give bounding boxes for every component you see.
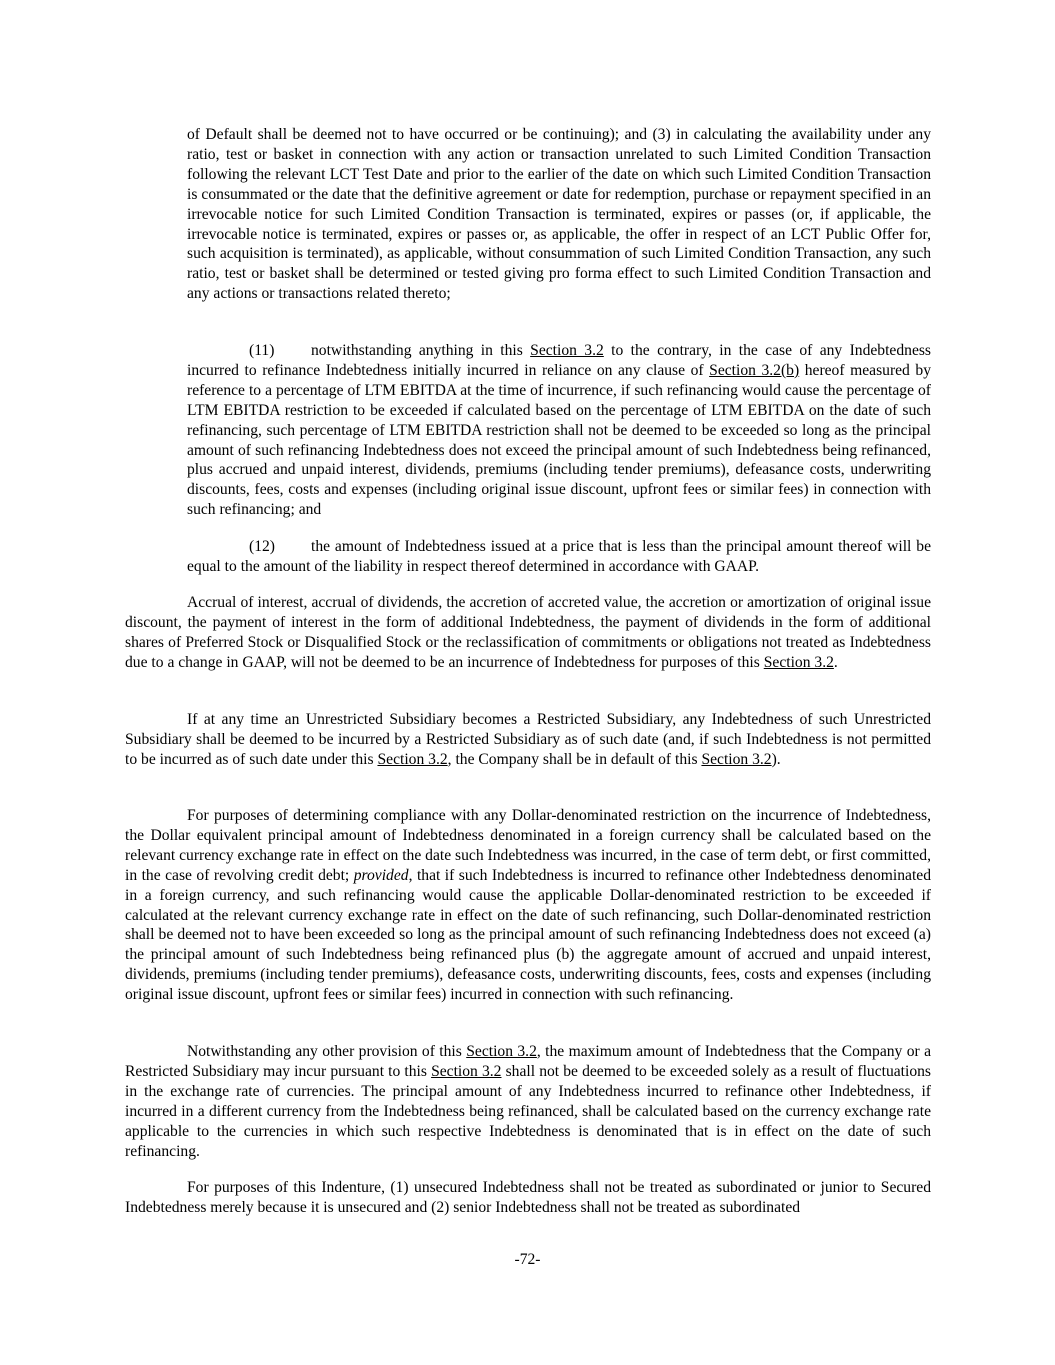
paragraph-accrual <box>125 593 931 673</box>
section-reference: Section 3.2 <box>377 750 448 768</box>
paragraph-text: For purposes of determining compliance with any Dollar-denominated restriction on the incurrence of Indebtedness, the Dollar equivalent principal amount of Indebtedness denominated in a foreign currency shall be calculated based on the relevant currency exchange rate in effect on the date such Indebtedness was incurred, in the case of term debt, or first committed, in the case of revolving credit debt; <box>125 807 931 884</box>
paragraph-text: If at any time an Unrestricted Subsidiary becomes a Restricted Subsidiary, any Indebtedness of such Unrestricted Subsidiary shall be deemed to be incurred by a Restricted Subsidiary as of such date (and, if such Indebtedness is not permitted to be incurred as of such date under this <box>125 711 931 768</box>
paragraph-dollar-denominated <box>125 806 931 1005</box>
paragraph-text: Accrual of interest, accrual of dividends, the accretion of accreted value, the accretion or amortization of original issue discount, the payment of interest in the form of additional Indebtedness, the payment of dividends in the form of additional shares of Preferred Stock or Disqualified Stock or the reclassification of commitments or obligations not treated as Indebtedness due to a change in GAAP, will not be deemed to be an incurrence of Indebtedness for purposes of this <box>125 594 931 671</box>
paragraph-notwithstanding <box>125 1042 931 1161</box>
paragraph-text: to the contrary, in the case of any Indebtedness incurred to refinance Indebtedness initially incurred in reliance on any clause of <box>187 342 932 379</box>
paragraph-text: , the maximum amount of Indebtedness that the Company or a Restricted Subsidiary may incur pursuant to this <box>125 1043 931 1080</box>
paragraph-text: , that if such Indebtedness is incurred to refinance other Indebtedness denominated in a foreign currency, and such refinancing would cause the applicable Dollar-denominated restriction to be exceeded if calculated at the relevant currency exchange rate in effect on the date of such refinancing, such Dollar-denominated restriction shall be deemed not to have been exceeded so long as the principal amount of such refinancing Indebtedness does not exceed (a) the principal amount of such Indebtedness being refinanced plus (b) the aggregate amount of accrued and unpaid interest, dividends, premiums (including tender premiums), defeasance costs, underwriting discounts, fees, costs and expenses (including original issue discount, upfront fees or similar fees) incurred in connection with such refinancing. <box>125 866 931 1004</box>
emphasis-text: provided <box>353 866 409 884</box>
paragraph-text: . <box>833 653 838 671</box>
paragraph-text: For purposes of this Indenture, (1) unsecured Indebtedness shall not be treated as subordinated or junior to Secured Indebtedness merely because it is unsecured and (2) senior Indebtedness shall not be treated as subordinated <box>125 1179 931 1216</box>
section-reference: Section 3.2 <box>763 653 834 671</box>
paragraph-text: , the Company shall be in default of this <box>447 750 702 768</box>
paragraph-text: of Default shall be deemed not to have occurred or be continuing); and (3) in calculating the availability under any ratio, test or basket in connection with any action or transaction unrelated to such Limited Condition Transaction following the relevant LCT Test Date and prior to the earlier of the date on which such Limited Condition Transaction is consummated or the date that the definitive agreement or date for redemption, purchase or repayment specified in an irrevocable notice for such Limited Condition Transaction is terminated, expires or passes (or, if applicable, the irrevocable notice is terminated, expires or passes or, as applicable, the offer in respect of an LCT Public Offer for, such acquisition is terminated), as applicable, without consummation of such Limited Condition Transaction, any such ratio, test or basket shall be determined or tested giving pro forma effect to such Limited Condition Transaction and any actions or transactions related thereto; <box>187 126 931 303</box>
paragraph-clause-11 <box>187 341 931 520</box>
clause-number: (11) <box>249 342 275 359</box>
section-reference: Section 3.2 <box>530 342 604 359</box>
paragraph-continuation <box>187 125 931 304</box>
paragraph-unrestricted-subsidiary <box>125 710 931 770</box>
clause-number: (12) <box>249 538 275 555</box>
paragraph-text: shall not be deemed to be exceeded solely as a result of fluctuations in the exchange rate of currencies. The principal amount of any Indebtedness incurred to refinance other Indebtedness, if incurred in a different currency from the Indebtedness being refinanced, shall be calculated based on the currency exchange rate applicable to the currencies in which such respective Indebtedness is denominated that is in effect on the date of such refinancing. <box>125 1062 931 1160</box>
paragraph-indenture <box>125 1178 931 1218</box>
paragraph-text: ). <box>771 750 781 768</box>
section-reference: Section 3.2 <box>701 750 772 768</box>
section-reference: Section 3.2 <box>431 1062 502 1080</box>
paragraph-text: notwithstanding anything in this <box>311 342 531 359</box>
page-number: -72- <box>514 1251 541 1268</box>
paragraph-text: Notwithstanding any other provision of this <box>187 1043 467 1060</box>
paragraph-clause-12 <box>187 537 931 577</box>
paragraph-text: hereof measured by reference to a percentage of LTM EBITDA at the time of incurrence, if such refinancing would cause the percentage of LTM EBITDA restriction to be exceeded if calculated based on the percentage of LTM EBITDA on the date of such refinancing, such percentage of LTM EBITDA restriction shall not be deemed to be exceeded so long as the principal amount of such refinancing Indebtedness does not exceed the principal amount of such Indebtedness being refinanced, plus accrued and unpaid interest, dividends, premiums (including tender premiums), defeasance costs, underwriting discounts, fees, costs and expenses (including original issue discount, upfront fees or similar fees) in connection with such refinancing; and <box>187 361 932 519</box>
paragraph-text: the amount of Indebtedness issued at a price that is less than the principal amount thereof will be equal to the amount of the liability in respect thereof determined in accordance with GAAP. <box>187 538 931 575</box>
section-reference: Section 3.2(b) <box>709 361 800 379</box>
section-reference: Section 3.2 <box>466 1043 537 1060</box>
